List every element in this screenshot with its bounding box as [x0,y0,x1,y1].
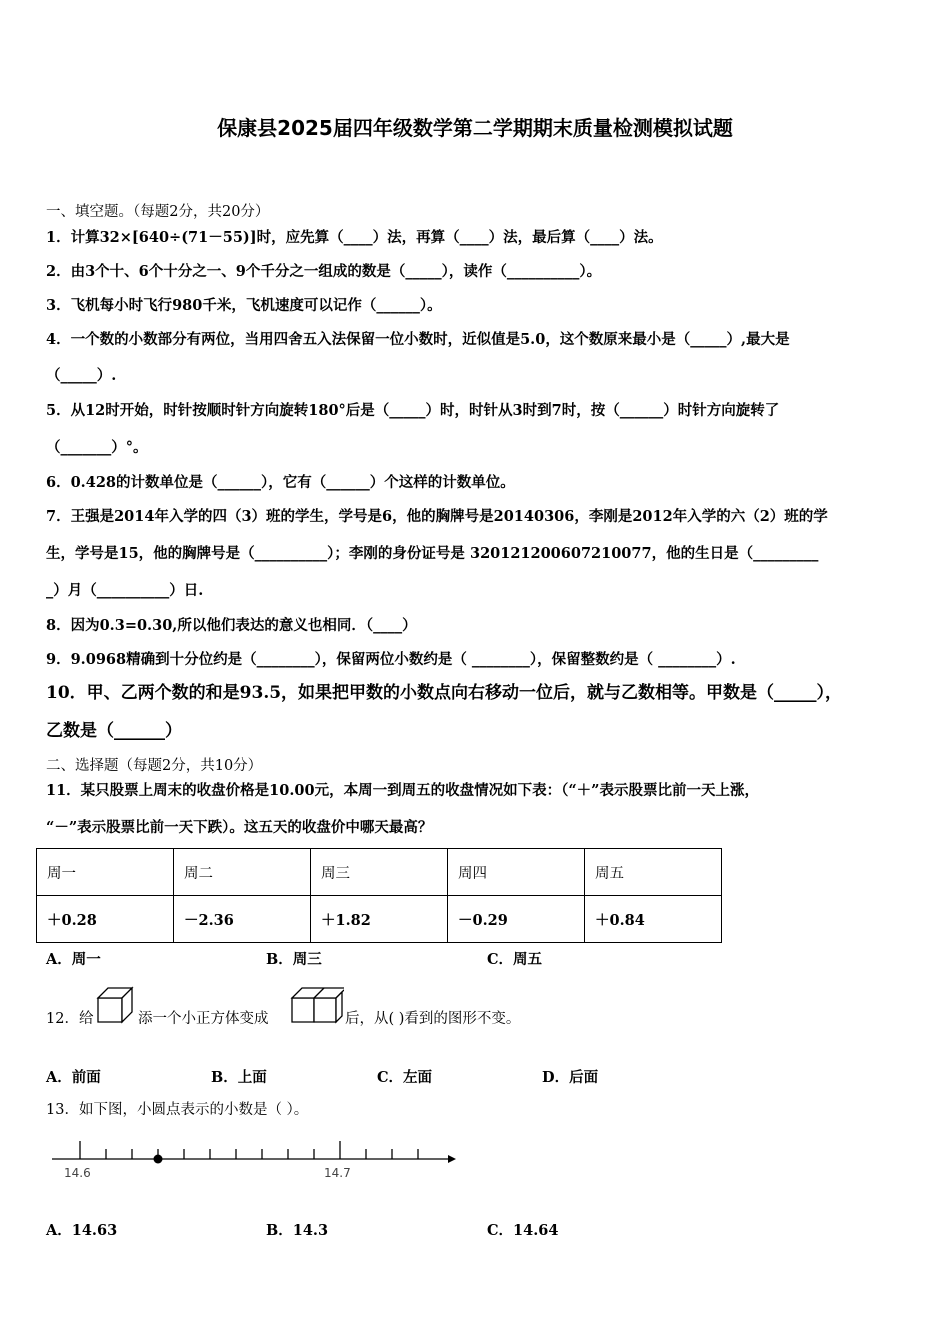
number-line [46,1135,466,1185]
table-header-cell: 周四 [448,849,585,896]
number-line-dot [154,1155,163,1164]
single-cube-figure [96,984,136,1024]
question-12-prefix: 12．给 [46,1011,94,1027]
question-3: 3．飞机每小时飞行980千米，飞机速度可以记作（______）。 [46,297,442,314]
q13-option-b: B．14.3 [266,1222,329,1239]
question-7-line-3: _）月（__________）日. [46,582,204,599]
question-5-line-1: 5．从12时开始，时针按顺时针方向旋转180°后是（_____）时，时针从3时到7时，按（______）时针方向旋转了 [46,402,780,419]
question-8: 8．因为0.3=0.30,所以他们表达的意义也相同．（____） [46,617,417,634]
table-cell: ＋1.82 [311,896,448,943]
question-4-line-2: （_____）. [46,367,117,384]
q12-option-a: A．前面 [46,1069,101,1086]
two-cubes-figure [290,984,344,1024]
question-1: 1．计算32×[640÷(71－55)]时，应先算（____）法，再算（____）法，最后算（____）法。 [46,229,663,246]
q11-option-b: B．周三 [266,951,322,968]
table-header-cell: 周二 [174,849,311,896]
q11-option-c: C．周五 [487,951,543,968]
table-header-cell: 周三 [311,849,448,896]
question-5-line-2: （_______）°。 [46,439,148,456]
question-7-line-2: 生，学号是15，他的胸牌号是（__________）；李刚的身份证号是 320121200607210077，他的生日是（_________ [46,545,819,562]
question-13: 13．如下图，小圆点表示的小数是（ ）。 [46,1102,309,1118]
section-1-heading: 一、填空题。（每题2分，共20分） [46,204,270,220]
q12-option-b: B．上面 [211,1069,267,1086]
table-cell: ＋0.84 [585,896,722,943]
question-6: 6．0.428的计数单位是（______），它有（______）个这样的计数单位。 [46,474,515,491]
number-line-end-label: 14.7 [324,1166,351,1180]
table-header-row [37,849,722,896]
table-header-cell: 周五 [585,849,722,896]
number-line-arrow [448,1155,456,1163]
table-row [37,896,722,943]
table-cell: －0.29 [448,896,585,943]
stock-table [36,848,722,943]
q13-option-c: C．14.64 [487,1222,559,1239]
page-title: 保康县2025届四年级数学第二学期期末质量检测模拟试题 [217,116,733,140]
q12-option-d: D．后面 [542,1069,599,1086]
question-2: 2．由3个十、6个十分之一、9个千分之一组成的数是（_____），读作（__________）。 [46,263,602,280]
question-11-line-1: 11．某只股票上周末的收盘价格是10.00元，本周一到周五的收盘情况如下表：（“＋”表示股票比前一天上涨， [46,782,760,799]
question-12-middle: 添一个小正方体变成 [138,1011,269,1027]
question-9: 9．9.0968精确到十分位约是（________），保留两位小数约是（ ________），保留整数约是（ ________）. [46,651,736,668]
table-header-cell: 周一 [37,849,174,896]
section-2-heading: 二、选择题（每题2分，共10分） [46,758,263,774]
number-line-start-label: 14.6 [64,1166,91,1180]
table-cell: －2.36 [174,896,311,943]
q11-option-a: A．周一 [46,951,101,968]
question-10-line-1: 10．甲、乙两个数的和是93.5，如果把甲数的小数点向右移动一位后，就与乙数相等。甲数是（_____）， [46,683,843,703]
q13-option-a: A．14.63 [46,1222,118,1239]
question-4-line-1: 4．一个数的小数部分有两位，当用四舍五入法保留一位小数时，近似值是5.0，这个数原来最小是（_____）,最大是 [46,331,790,348]
number-line-ticks [80,1141,418,1159]
question-7-line-1: 7．王强是2014年入学的四（3）班的学生，学号是6，他的胸牌号是20140306，李刚是2012年入学的六（2）班的学 [46,508,828,525]
question-12-suffix: 后，从( )看到的图形不变。 [345,1011,521,1027]
table-cell: ＋0.28 [37,896,174,943]
question-10-line-2: 乙数是（______） [46,721,182,741]
q12-option-c: C．左面 [377,1069,433,1086]
question-11-line-2: “－”表示股票比前一天下跌）。这五天的收盘价中哪天最高？ [46,819,433,836]
